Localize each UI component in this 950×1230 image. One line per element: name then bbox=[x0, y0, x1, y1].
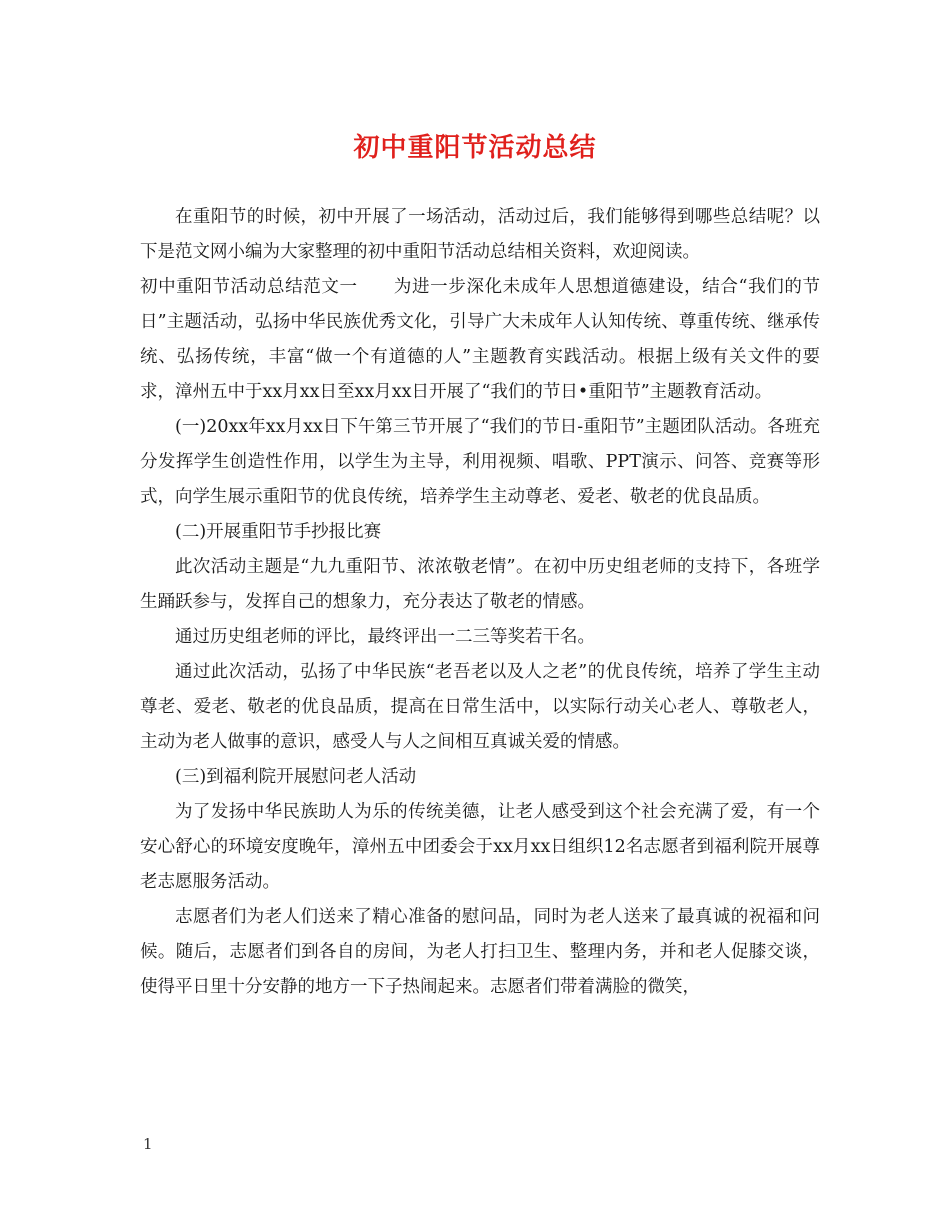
paragraph-volunteer-intro: 为了发扬中华民族助人为乐的传统美德，让老人感受到这个社会充满了爱，有一个安心舒心的环境安度晚年，漳州五中团委会于xx月xx日组织12名志愿者到福利院开展尊老志愿服务活动。 bbox=[140, 802, 820, 892]
paragraph-section-one: (一)20xx年xx月xx日下午第三节开展了“我们的节日-重阳节”主题团队活动。各班充分发挥学生创造性作用，以学生为主导，利用视频、唱歌、PPT演示、问答、竞赛等形式，向学生展示重阳节的优良传统，培养学生主动尊老、爱老、敬老的优良品质。 bbox=[140, 417, 820, 507]
paragraph-intro: 在重阳节的时候，初中开展了一场活动，活动过后，我们能够得到哪些总结呢？以下是范文网小编为大家整理的初中重阳节活动总结相关资料，欢迎阅读。 bbox=[140, 207, 820, 262]
paragraph-sample-one: 初中重阳节活动总结范文一 为进一步深化未成年人思想道德建设，结合“我们的节日”主题活动，弘扬中华民族优秀文化，引导广大未成年人认知传统、尊重传统、继承传统、弘扬传统，丰富“做一个有道德的人”主题教育实践活动。根据上级有关文件的要求，漳州五中于xx月xx日至xx月xx日开展了“我们的节日•重阳节”主题教育活动。 bbox=[140, 277, 820, 402]
paragraph-theme: 此次活动主题是“九九重阳节、浓浓敬老情”。在初中历史组老师的支持下，各班学生踊跃参与，发挥自己的想象力，充分表达了敬老的情感。 bbox=[140, 557, 820, 612]
paragraph-volunteer-activity: 志愿者们为老人们送来了精心准备的慰问品，同时为老人送来了最真诚的祝福和问候。随后，志愿者们到各自的房间，为老人打扫卫生、整理内务，并和老人促膝交谈，使得平日里十分安静的地方一下子热闹起来。志愿者们带着满脸的微笑， bbox=[140, 907, 820, 997]
paragraph-section-two-heading: (二)开展重阳节手抄报比赛 bbox=[175, 522, 382, 542]
document-body bbox=[140, 200, 820, 1005]
paragraph-outcome: 通过此次活动，弘扬了中华民族“老吾老以及人之老”的优良传统，培养了学生主动尊老、爱老、敬老的优良品质，提高在日常生活中，以实际行动关心老人、尊敬老人，主动为老人做事的意识，感受人与人之间相互真诚关爱的情感。 bbox=[140, 662, 820, 752]
document-title: 初中重阳节活动总结 bbox=[353, 133, 597, 163]
paragraph-section-three-heading: (三)到福利院开展慰问老人活动 bbox=[175, 767, 417, 787]
page-number: 1 bbox=[143, 1135, 153, 1153]
paragraph-evaluation: 通过历史组老师的评比，最终评出一二三等奖若干名。 bbox=[175, 627, 595, 647]
